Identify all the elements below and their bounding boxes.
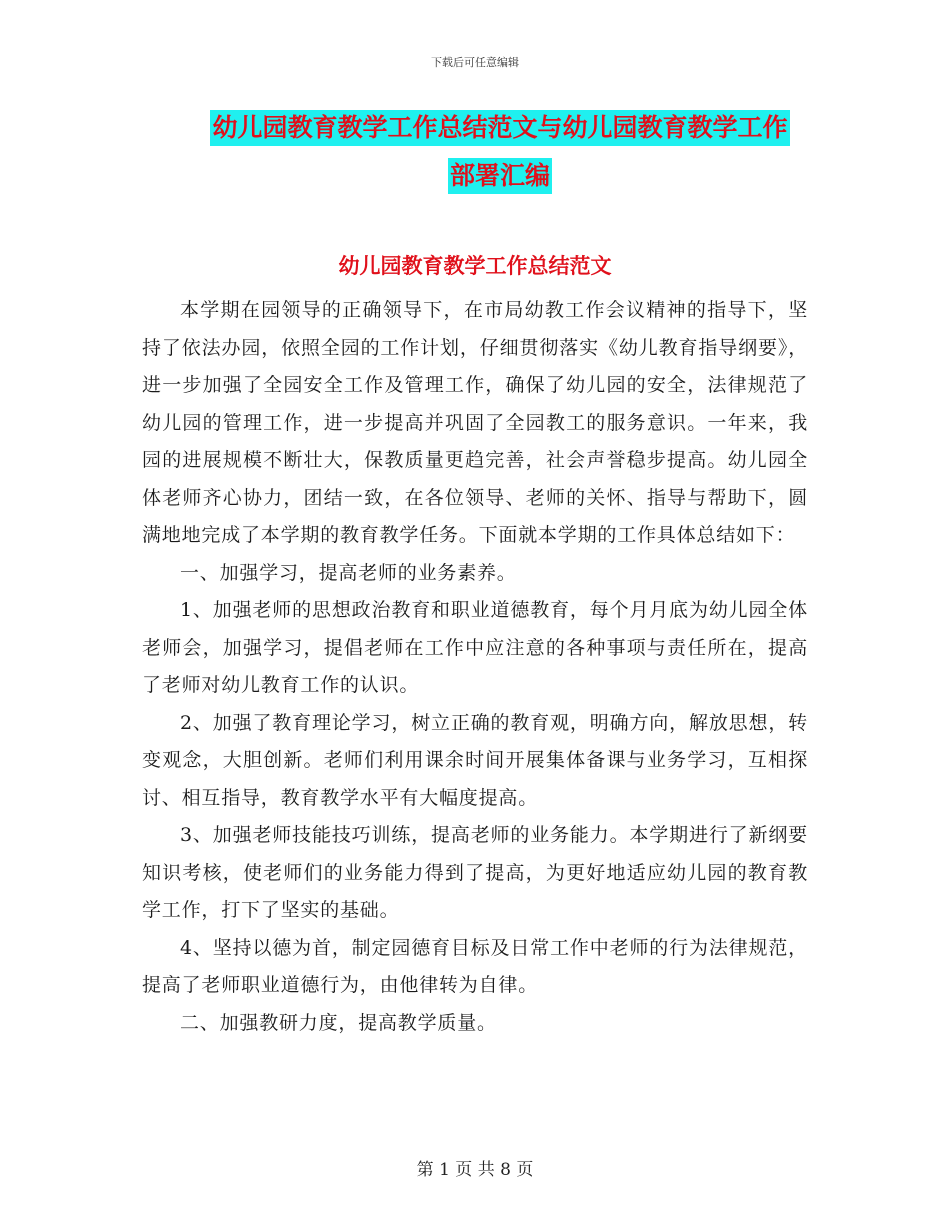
paragraph-item-4: 4、坚持以德为首，制定园德育目标及日常工作中老师的行为法律规范，提高了老师职业道德行为，由他律转为自律。 bbox=[142, 936, 808, 996]
body-text bbox=[142, 292, 808, 1042]
paragraph-item-3: 3、加强老师技能技巧训练，提高老师的业务能力。本学期进行了新纲要知识考核，使老师们的业务能力得到了提高，为更好地适应幼儿园的教育教学工作，打下了坚实的基础。 bbox=[142, 824, 808, 921]
header-note: 下载后可任意编辑 bbox=[431, 56, 519, 69]
paragraph-intro: 本学期在园领导的正确领导下，在市局幼教工作会议精神的指导下，坚持了依法办园，依照全园的工作计划，仔细贯彻落实《幼儿教育指导纲要》，进一步加强了全园安全工作及管理工作，确保了幼儿园的安全，法律规范了幼儿园的管理工作，进一步提高并巩固了全园教工的服务意识。一年来，我园的进展规模不断壮大，保教质量更趋完善，社会声誉稳步提高。幼儿园全体老师齐心协力，团结一致，在各位领导、老师的关怀、指导与帮助下，圆满地地完成了本学期的教育教学任务。下面就本学期的工作具体总结如下： bbox=[142, 299, 808, 546]
paragraph-heading-1: 一、加强学习，提高老师的业务素养。 bbox=[180, 561, 517, 584]
page-footer: 第 1 页 共 8 页 bbox=[416, 1160, 534, 1180]
paragraph-item-2: 2、加强了教育理论学习，树立正确的教育观，明确方向，解放思想，转变观念，大胆创新。老师们利用课余时间开展集体备课与业务学习，互相探讨、相互指导，教育教学水平有大幅度提高。 bbox=[142, 711, 808, 809]
section-heading: 幼儿园教育教学工作总结范文 bbox=[338, 254, 612, 278]
paragraph-item-1: 1、加强老师的思想政治教育和职业道德教育，每个月月底为幼儿园全体老师会，加强学习，提倡老师在工作中应注意的各种事项与责任所在，提高了老师对幼儿教育工作的认识。 bbox=[142, 599, 808, 696]
title-line-2: 部署汇编 bbox=[448, 158, 552, 194]
title-line-1: 幼儿园教育教学工作总结范文与幼儿园教育教学工作 bbox=[210, 110, 789, 146]
paragraph-heading-2: 二、加强教研力度，提高教学质量。 bbox=[180, 1011, 497, 1034]
document-title bbox=[190, 110, 810, 194]
